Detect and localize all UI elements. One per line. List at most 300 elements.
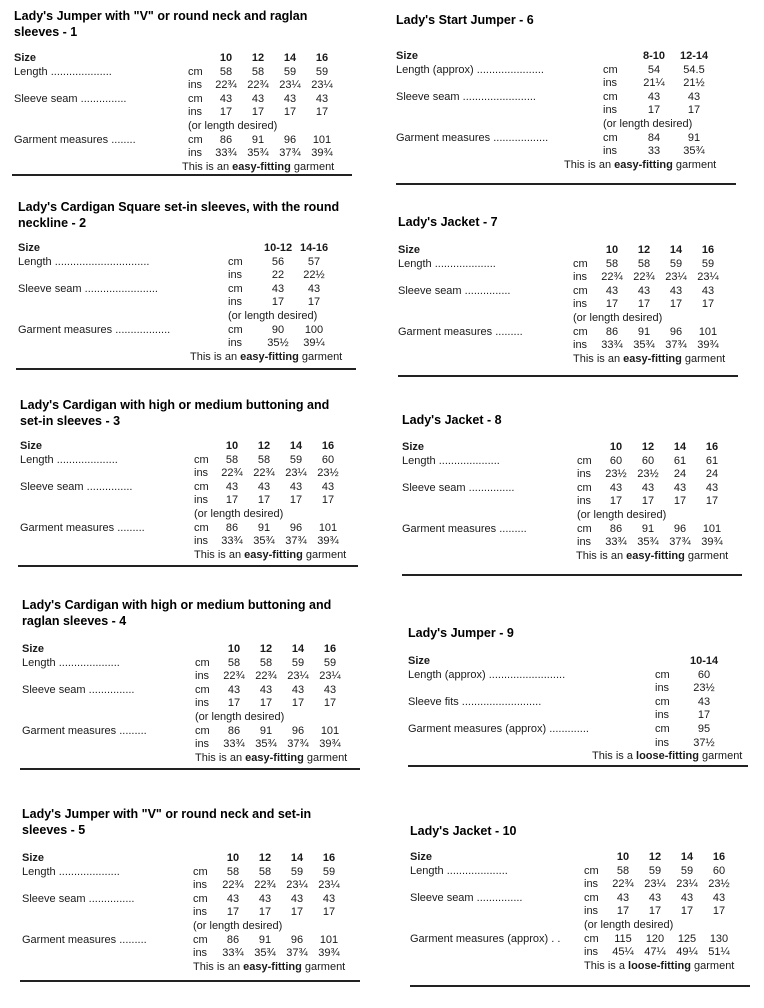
unit-label: cm xyxy=(194,453,209,466)
measurement-value: 58 xyxy=(225,453,239,466)
measurement-row xyxy=(388,933,758,947)
measurement-value: 86 xyxy=(226,933,240,946)
length-note: (or length desired) xyxy=(228,309,318,322)
unit-label: cm xyxy=(188,133,203,146)
measurement-value: 17 xyxy=(697,709,711,722)
measurement-value: 17 xyxy=(712,905,726,918)
measurement-label: Sleeve seam ........................ xyxy=(18,282,158,295)
measurement-value: 33¾ xyxy=(223,738,245,751)
measurement-label: Sleeve seam ........................ xyxy=(396,90,536,103)
unit-label: ins xyxy=(188,79,203,92)
measurement-value: 21¼ xyxy=(643,77,665,90)
measurement-value: 58 xyxy=(605,257,619,270)
measurement-value: 54 xyxy=(647,63,661,76)
measurement-value: 43 xyxy=(637,284,651,297)
measurement-value: 43 xyxy=(712,891,726,904)
measurement-label: Garment measures (approx) ............. xyxy=(408,722,589,735)
measurement-value: 43 xyxy=(225,480,239,493)
measurement-value: 21½ xyxy=(683,77,705,90)
measurement-value: 23¼ xyxy=(318,879,340,892)
measurement-value: 91 xyxy=(641,522,655,535)
fit-note-prefix: This is a xyxy=(592,750,637,763)
measurement-value: 33¾ xyxy=(221,535,243,548)
unit-label: cm xyxy=(195,656,210,669)
measurement-value: 37¾ xyxy=(287,738,309,751)
measurement-value: 61 xyxy=(705,454,719,467)
unit-label: cm xyxy=(577,522,592,535)
measurement-value: 43 xyxy=(226,892,240,905)
size-label: Size xyxy=(20,440,43,452)
measurement-value: 58 xyxy=(258,865,272,878)
measurement-label: Length ............................... xyxy=(18,255,150,268)
length-note: (or length desired) xyxy=(577,508,667,521)
measurement-value: 35¾ xyxy=(633,339,655,352)
measurement-value: 58 xyxy=(227,656,241,669)
unit-label: ins xyxy=(193,906,208,919)
measurement-label: Sleeve seam ............... xyxy=(20,480,133,493)
measurement-value: 37¾ xyxy=(669,536,691,549)
size-column-header: 14 xyxy=(290,852,304,864)
measurement-label: Garment measures ......... xyxy=(22,724,147,737)
size-column-header: 12 xyxy=(259,643,273,655)
measurement-value: 39¾ xyxy=(317,535,339,548)
measurement-value: 43 xyxy=(259,683,273,696)
measurement-value: 96 xyxy=(673,522,687,535)
size-column-header: 14 xyxy=(291,643,305,655)
measurement-value: 43 xyxy=(291,683,305,696)
measurement-value: 60 xyxy=(641,454,655,467)
fit-note-prefix: This is a xyxy=(584,959,629,972)
size-column-header: 14 xyxy=(669,244,683,256)
fit-type: easy-fitting xyxy=(623,352,682,365)
measurement-value: 23¼ xyxy=(279,79,301,92)
measurement-value: 22¾ xyxy=(223,670,245,683)
measurement-value: 61 xyxy=(673,454,687,467)
measurement-row xyxy=(388,865,758,879)
measurement-value: 24 xyxy=(673,468,687,481)
measurement-value: 120 xyxy=(645,932,665,945)
panel-title: Lady's Cardigan with high or medium buttoning and set-in sleeves - 3 xyxy=(20,398,330,428)
size-column-header: 12 xyxy=(648,851,662,863)
measurement-value: 95 xyxy=(697,722,711,735)
measurement-value: 51¼ xyxy=(708,946,730,959)
measurement-value: 22¾ xyxy=(601,271,623,284)
measurement-value: 23¼ xyxy=(697,271,719,284)
unit-label: cm xyxy=(584,932,599,945)
unit-label: ins xyxy=(228,337,243,350)
measurement-value: 58 xyxy=(259,656,273,669)
measurement-value: 43 xyxy=(687,90,701,103)
measurement-label: Length .................... xyxy=(22,656,120,669)
fit-note-suffix: garment xyxy=(684,549,729,562)
measurement-label: Garment measures ......... xyxy=(398,325,523,338)
measurement-value: 43 xyxy=(323,683,337,696)
panel-title: Lady's Jacket - 8 xyxy=(402,413,502,427)
size-header-row xyxy=(388,851,758,865)
size-label: Size xyxy=(410,851,433,863)
measurement-value: 22¾ xyxy=(612,878,634,891)
measurement-value: 43 xyxy=(258,892,272,905)
fit-note-suffix: garment xyxy=(290,160,335,173)
measurement-value: 43 xyxy=(219,92,233,105)
fit-type: loose-fitting xyxy=(636,750,699,763)
measurement-value: 59 xyxy=(283,65,297,78)
size-column-header: 8-10 xyxy=(642,50,666,62)
size-label: Size xyxy=(22,852,45,864)
unit-label: ins xyxy=(195,697,210,710)
measurement-value: 35¾ xyxy=(254,947,276,960)
measurement-value: 86 xyxy=(609,522,623,535)
measurement-value: 43 xyxy=(673,481,687,494)
measurement-value: 43 xyxy=(669,284,683,297)
measurement-value: 23½ xyxy=(637,468,659,481)
measurement-value: 101 xyxy=(319,933,339,946)
size-panel xyxy=(0,0,370,1008)
size-column-header: 14-16 xyxy=(300,242,329,254)
measurement-row xyxy=(0,934,370,948)
measurement-label: Length .................... xyxy=(402,454,500,467)
size-header-row xyxy=(0,852,370,866)
measurement-label: Garment measures .................. xyxy=(18,323,171,336)
fit-note-suffix: garment xyxy=(303,751,348,764)
measurement-value: 101 xyxy=(312,133,332,146)
length-note: (or length desired) xyxy=(573,311,663,324)
measurement-value: 43 xyxy=(289,480,303,493)
measurement-value: 37¾ xyxy=(285,535,307,548)
size-column-header: 10 xyxy=(609,441,623,453)
measurement-label: Garment measures ........ xyxy=(14,133,136,146)
unit-label: cm xyxy=(195,724,210,737)
unit-label: cm xyxy=(573,325,588,338)
measurement-value: 23½ xyxy=(693,682,715,695)
measurement-value: 35¾ xyxy=(683,145,705,158)
measurement-label: Sleeve seam ............... xyxy=(22,892,135,905)
measurement-value: 90 xyxy=(271,323,285,336)
measurement-value: 17 xyxy=(226,906,240,919)
size-label: Size xyxy=(22,643,45,655)
fit-type: easy-fitting xyxy=(244,548,303,561)
fit-note-prefix: This is an xyxy=(182,160,233,173)
measurement-value: 22¾ xyxy=(255,670,277,683)
measurement-value: 33¾ xyxy=(215,147,237,160)
measurement-value: 22½ xyxy=(303,269,325,282)
unit-label: cm xyxy=(603,131,618,144)
measurement-label: Sleeve fits .......................... xyxy=(408,695,542,708)
panel-divider xyxy=(20,980,360,982)
panel-title: Lady's Jacket - 7 xyxy=(398,215,498,229)
measurement-value: 57 xyxy=(307,255,321,268)
measurement-value: 59 xyxy=(680,864,694,877)
size-table xyxy=(0,852,370,974)
size-column-header: 16 xyxy=(321,440,335,452)
measurement-value: 23½ xyxy=(708,878,730,891)
unit-label: ins xyxy=(194,467,209,480)
size-column-header: 10 xyxy=(605,244,619,256)
fit-type: easy-fitting xyxy=(626,549,685,562)
measurement-value: 54.5 xyxy=(683,63,705,76)
unit-label: ins xyxy=(573,339,588,352)
measurement-value: 43 xyxy=(680,891,694,904)
measurement-value: 23¼ xyxy=(285,467,307,480)
measurement-value: 96 xyxy=(283,133,297,146)
size-column-header: 16 xyxy=(701,244,715,256)
unit-label: ins xyxy=(573,271,588,284)
measurement-value: 96 xyxy=(290,933,304,946)
measurement-value: 86 xyxy=(225,521,239,534)
measurement-value: 23¼ xyxy=(311,79,333,92)
size-column-header: 16 xyxy=(315,52,329,64)
measurement-value: 23½ xyxy=(605,468,627,481)
measurement-value: 43 xyxy=(616,891,630,904)
measurement-value: 17 xyxy=(701,298,715,311)
measurement-row xyxy=(388,892,758,906)
measurement-value: 17 xyxy=(648,905,662,918)
unit-label: ins xyxy=(573,298,588,311)
unit-label: ins xyxy=(577,495,592,508)
measurement-value: 101 xyxy=(698,325,718,338)
measurement-value: 59 xyxy=(289,453,303,466)
unit-label: cm xyxy=(228,323,243,336)
size-table xyxy=(388,851,758,973)
fit-note-suffix: garment xyxy=(698,750,743,763)
measurement-value: 60 xyxy=(321,453,335,466)
measurement-value: 17 xyxy=(605,298,619,311)
measurement-value: 37¾ xyxy=(286,947,308,960)
measurement-value: 91 xyxy=(259,724,273,737)
panel-title: Lady's Jacket - 10 xyxy=(410,824,517,838)
fit-note-prefix: This is an xyxy=(576,549,627,562)
measurement-value: 17 xyxy=(227,697,241,710)
length-note: (or length desired) xyxy=(584,918,674,931)
size-column-header: 16 xyxy=(712,851,726,863)
measurement-value: 60 xyxy=(609,454,623,467)
measurement-value: 91 xyxy=(257,521,271,534)
measurement-value: 86 xyxy=(605,325,619,338)
measurement-row xyxy=(0,879,370,893)
measurement-value: 86 xyxy=(219,133,233,146)
unit-label: cm xyxy=(188,92,203,105)
measurement-value: 17 xyxy=(291,697,305,710)
measurement-value: 43 xyxy=(641,481,655,494)
measurement-value: 43 xyxy=(648,891,662,904)
measurement-value: 17 xyxy=(315,106,329,119)
unit-label: cm xyxy=(584,891,599,904)
size-label: Size xyxy=(396,50,419,62)
measurement-row xyxy=(0,906,370,920)
measurement-value: 17 xyxy=(647,104,661,117)
measurement-value: 33 xyxy=(647,145,661,158)
unit-label: cm xyxy=(193,892,208,905)
measurement-value: 17 xyxy=(283,106,297,119)
measurement-value: 23¼ xyxy=(644,878,666,891)
measurement-value: 91 xyxy=(687,131,701,144)
measurement-row xyxy=(388,878,758,892)
measurement-value: 22¾ xyxy=(221,467,243,480)
measurement-label: Garment measures ......... xyxy=(22,933,147,946)
measurement-label: Length (approx) ......................... xyxy=(408,668,566,681)
measurement-row xyxy=(388,946,758,960)
panel-divider xyxy=(410,985,750,987)
measurement-label: Garment measures .................. xyxy=(396,131,549,144)
measurement-value: 23¼ xyxy=(665,271,687,284)
fit-note-suffix: garment xyxy=(301,960,346,973)
measurement-value: 59 xyxy=(323,656,337,669)
measurement-value: 43 xyxy=(605,284,619,297)
unit-label: ins xyxy=(194,494,209,507)
unit-label: cm xyxy=(188,65,203,78)
unit-label: cm xyxy=(195,683,210,696)
length-note: (or length desired) xyxy=(193,919,283,932)
measurement-value: 43 xyxy=(290,892,304,905)
measurement-value: 17 xyxy=(307,296,321,309)
measurement-value: 17 xyxy=(259,697,273,710)
size-column-header: 14 xyxy=(283,52,297,64)
fit-type: easy-fitting xyxy=(243,960,302,973)
measurement-value: 56 xyxy=(271,255,285,268)
unit-label: cm xyxy=(584,864,599,877)
measurement-value: 43 xyxy=(257,480,271,493)
fit-type: easy-fitting xyxy=(240,350,299,363)
panel-title: Lady's Jumper with "V" or round neck and raglan sleeves - 1 xyxy=(14,9,308,39)
size-column-header: 10 xyxy=(227,643,241,655)
panel-title: Lady's Jumper - 9 xyxy=(408,626,514,640)
measurement-value: 17 xyxy=(219,106,233,119)
size-column-header: 10-14 xyxy=(690,655,719,667)
size-column-header: 10 xyxy=(219,52,233,64)
measurement-value: 58 xyxy=(257,453,271,466)
measurement-label: Length (approx) ...................... xyxy=(396,63,544,76)
measurement-value: 91 xyxy=(637,325,651,338)
measurement-value: 86 xyxy=(227,724,241,737)
unit-label: cm xyxy=(228,282,243,295)
measurement-value: 59 xyxy=(315,65,329,78)
measurement-value: 43 xyxy=(697,695,711,708)
unit-label: cm xyxy=(577,454,592,467)
measurement-value: 22¾ xyxy=(254,879,276,892)
measurement-value: 23½ xyxy=(317,467,339,480)
fit-note xyxy=(584,960,734,974)
unit-label: ins xyxy=(228,296,243,309)
measurement-value: 17 xyxy=(637,298,651,311)
size-label: Size xyxy=(18,242,41,254)
measurement-label: Length .................... xyxy=(14,65,112,78)
measurement-value: 101 xyxy=(318,521,338,534)
measurement-value: 17 xyxy=(680,905,694,918)
measurement-value: 43 xyxy=(705,481,719,494)
measurement-value: 22 xyxy=(271,269,285,282)
size-column-header: 14 xyxy=(680,851,694,863)
measurement-value: 43 xyxy=(701,284,715,297)
unit-label: ins xyxy=(577,468,592,481)
unit-label: ins xyxy=(195,670,210,683)
measurement-value: 58 xyxy=(616,864,630,877)
size-panel xyxy=(388,0,758,1008)
measurement-value: 17 xyxy=(225,494,239,507)
size-column-header: 10 xyxy=(616,851,630,863)
measurement-value: 17 xyxy=(257,494,271,507)
unit-label: ins xyxy=(655,682,670,695)
measurement-value: 24 xyxy=(705,468,719,481)
measurement-row xyxy=(388,919,758,933)
measurement-value: 91 xyxy=(258,933,272,946)
measurement-value: 43 xyxy=(315,92,329,105)
measurement-value: 58 xyxy=(251,65,265,78)
fit-note-prefix: This is an xyxy=(573,352,624,365)
measurement-value: 23¼ xyxy=(319,670,341,683)
unit-label: cm xyxy=(603,63,618,76)
unit-label: ins xyxy=(603,145,618,158)
fit-note-prefix: This is an xyxy=(190,350,241,363)
unit-label: ins xyxy=(603,77,618,90)
measurement-value: 43 xyxy=(227,683,241,696)
measurement-value: 22¾ xyxy=(247,79,269,92)
measurement-value: 23¼ xyxy=(676,878,698,891)
measurement-value: 125 xyxy=(677,932,697,945)
unit-label: cm xyxy=(603,90,618,103)
measurement-label: Sleeve seam ............... xyxy=(22,683,135,696)
measurement-value: 58 xyxy=(219,65,233,78)
measurement-value: 43 xyxy=(647,90,661,103)
fit-footer-row xyxy=(0,961,370,975)
size-label: Size xyxy=(408,655,431,667)
fit-note-prefix: This is an xyxy=(193,960,244,973)
fit-note-suffix: garment xyxy=(690,959,735,972)
measurement-value: 23¼ xyxy=(286,879,308,892)
measurement-value: 39¾ xyxy=(318,947,340,960)
length-note: (or length desired) xyxy=(603,117,693,130)
measurement-value: 35¾ xyxy=(253,535,275,548)
unit-label: ins xyxy=(577,536,592,549)
size-column-header: 12 xyxy=(637,244,651,256)
measurement-value: 22¾ xyxy=(253,467,275,480)
measurement-value: 43 xyxy=(609,481,623,494)
size-column-header: 14 xyxy=(289,440,303,452)
measurement-value: 59 xyxy=(669,257,683,270)
measurement-value: 58 xyxy=(637,257,651,270)
panel-title: Lady's Start Jumper - 6 xyxy=(396,13,534,27)
measurement-value: 35½ xyxy=(267,337,289,350)
measurement-value: 33¾ xyxy=(222,947,244,960)
panel-title: Lady's Jumper with "V" or round neck and set-in sleeves - 5 xyxy=(22,807,312,837)
unit-label: ins xyxy=(603,104,618,117)
unit-label: ins xyxy=(188,106,203,119)
measurement-value: 17 xyxy=(321,494,335,507)
unit-label: ins xyxy=(194,535,209,548)
measurement-value: 22¾ xyxy=(222,879,244,892)
measurement-value: 37¾ xyxy=(279,147,301,160)
fit-note-suffix: garment xyxy=(672,158,717,171)
fit-type: easy-fitting xyxy=(245,751,304,764)
unit-label: ins xyxy=(655,736,670,749)
measurement-value: 96 xyxy=(669,325,683,338)
measurement-value: 37½ xyxy=(693,736,715,749)
measurement-label: Length .................... xyxy=(410,864,508,877)
measurement-value: 130 xyxy=(709,932,729,945)
measurement-value: 100 xyxy=(304,323,324,336)
fit-note-prefix: This is an xyxy=(195,751,246,764)
measurement-value: 17 xyxy=(609,495,623,508)
length-note: (or length desired) xyxy=(188,119,278,132)
measurement-value: 33¾ xyxy=(605,536,627,549)
measurement-value: 96 xyxy=(291,724,305,737)
measurement-value: 39¾ xyxy=(319,738,341,751)
fit-note xyxy=(193,961,345,975)
size-column-header: 16 xyxy=(323,643,337,655)
measurement-value: 33¾ xyxy=(601,339,623,352)
measurement-value: 35¾ xyxy=(247,147,269,160)
measurement-row xyxy=(0,920,370,934)
measurement-value: 17 xyxy=(687,104,701,117)
